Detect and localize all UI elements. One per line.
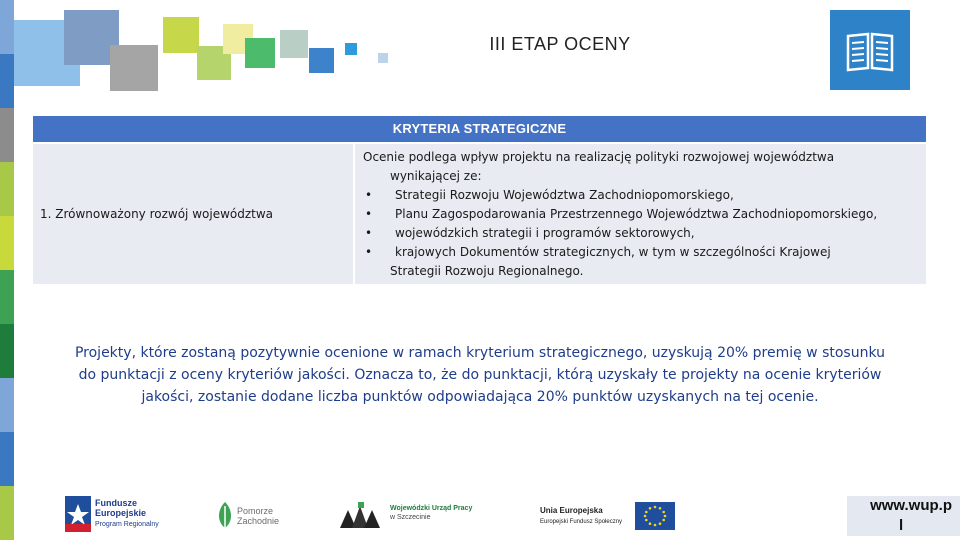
fe-star-icon (65, 496, 91, 532)
criterion-name: 1. Zrównoważony rozwój województwa (40, 207, 274, 221)
description-line: Ocenie podlega wpływ projektu na realizację polityki rozwojowej województwa (363, 150, 835, 164)
logo-text: Program Regionalny (95, 521, 159, 528)
logo-text: Wojewódzki Urząd Pracy (390, 505, 473, 512)
bullet-text: wojewódzkich strategii i programów sektorowych, (395, 226, 695, 240)
bullet-item: • Planu Zagospodarowania Przestrzennego Województwa Zachodniopomorskiego, (365, 207, 878, 221)
fundusze-europejskie-logo (65, 492, 175, 536)
bullet-item: • krajowych Dokumentów strategicznych, w tym w szczególności Krajowej Strategii Rozwoju Regionalnego. (363, 243, 877, 281)
url-line: www.wup.p (870, 497, 952, 514)
pomorze-zachodnie-logo (215, 492, 295, 536)
footer-logos (60, 492, 740, 536)
bullet-text: Strategii Rozwoju Województwa Zachodniopomorskiego, (395, 188, 734, 202)
bonus-line: do punktacji z oceny kryteriów jakości. Oznacza to, że do punktacji, którą uzyskały te projekty na ocenie kryteriów (78, 367, 882, 383)
website-url[interactable] (847, 496, 960, 536)
left-color-strip (0, 0, 14, 540)
criteria-header: KRYTERIA STRATEGICZNE (33, 116, 926, 142)
wup-emblem-icon (338, 500, 386, 530)
bonus-line: Projekty, które zostaną pozytywnie ocenione w ramach kryterium strategicznego, uzyskują 20% premię w stosunku (74, 345, 886, 361)
logo-text: w Szczecinie (390, 514, 431, 521)
logo-text: Unia Europejska (540, 506, 603, 515)
description-line: wynikającej ze: (390, 169, 482, 183)
book-icon-box (830, 10, 910, 90)
criterion-description (363, 148, 834, 186)
bullet-continuation: Strategii Rozwoju Regionalnego. (390, 264, 584, 278)
decor-square (163, 17, 199, 53)
criterion-bullets (363, 186, 877, 281)
logo-text: Europejskie (95, 508, 147, 518)
bullet-item: • wojewódzkich strategii i programów sektorowych, (365, 226, 695, 240)
criterion-description-cell (355, 144, 926, 284)
book-icon (844, 26, 896, 74)
decor-square (245, 38, 275, 68)
wup-logo (338, 492, 488, 536)
logo-text: Pomorze (237, 506, 274, 516)
logo-text: Europejski Fundusz Społeczny (540, 519, 623, 525)
bonus-note (40, 342, 920, 408)
bullet-text: krajowych Dokumentów strategicznych, w tym w szczególności Krajowej (395, 245, 831, 259)
bullet-item: • Strategii Rozwoju Województwa Zachodniopomorskiego, (365, 188, 734, 202)
criterion-name-cell (33, 144, 355, 284)
bonus-line: jakości, zostanie dodane liczba punktów odpowiadająca 20% punktów uzyskanych na tej ocenie. (141, 389, 819, 405)
decor-square (378, 53, 388, 63)
logo-text: Fundusze (95, 498, 137, 508)
leaf-icon (215, 500, 235, 530)
decor-square (345, 43, 357, 55)
unia-europejska-logo (540, 492, 680, 536)
url-line: l (899, 517, 904, 534)
eu-flag-icon (635, 502, 675, 530)
criteria-row (33, 144, 926, 284)
decor-square (280, 30, 308, 58)
logo-text: Zachodnie (237, 516, 280, 526)
decor-square (110, 45, 158, 91)
slide-title: III ETAP OCENY (489, 34, 631, 54)
decor-square (309, 48, 334, 73)
bullet-text: Planu Zagospodarowania Przestrzennego Województwa Zachodniopomorskiego, (395, 207, 878, 221)
